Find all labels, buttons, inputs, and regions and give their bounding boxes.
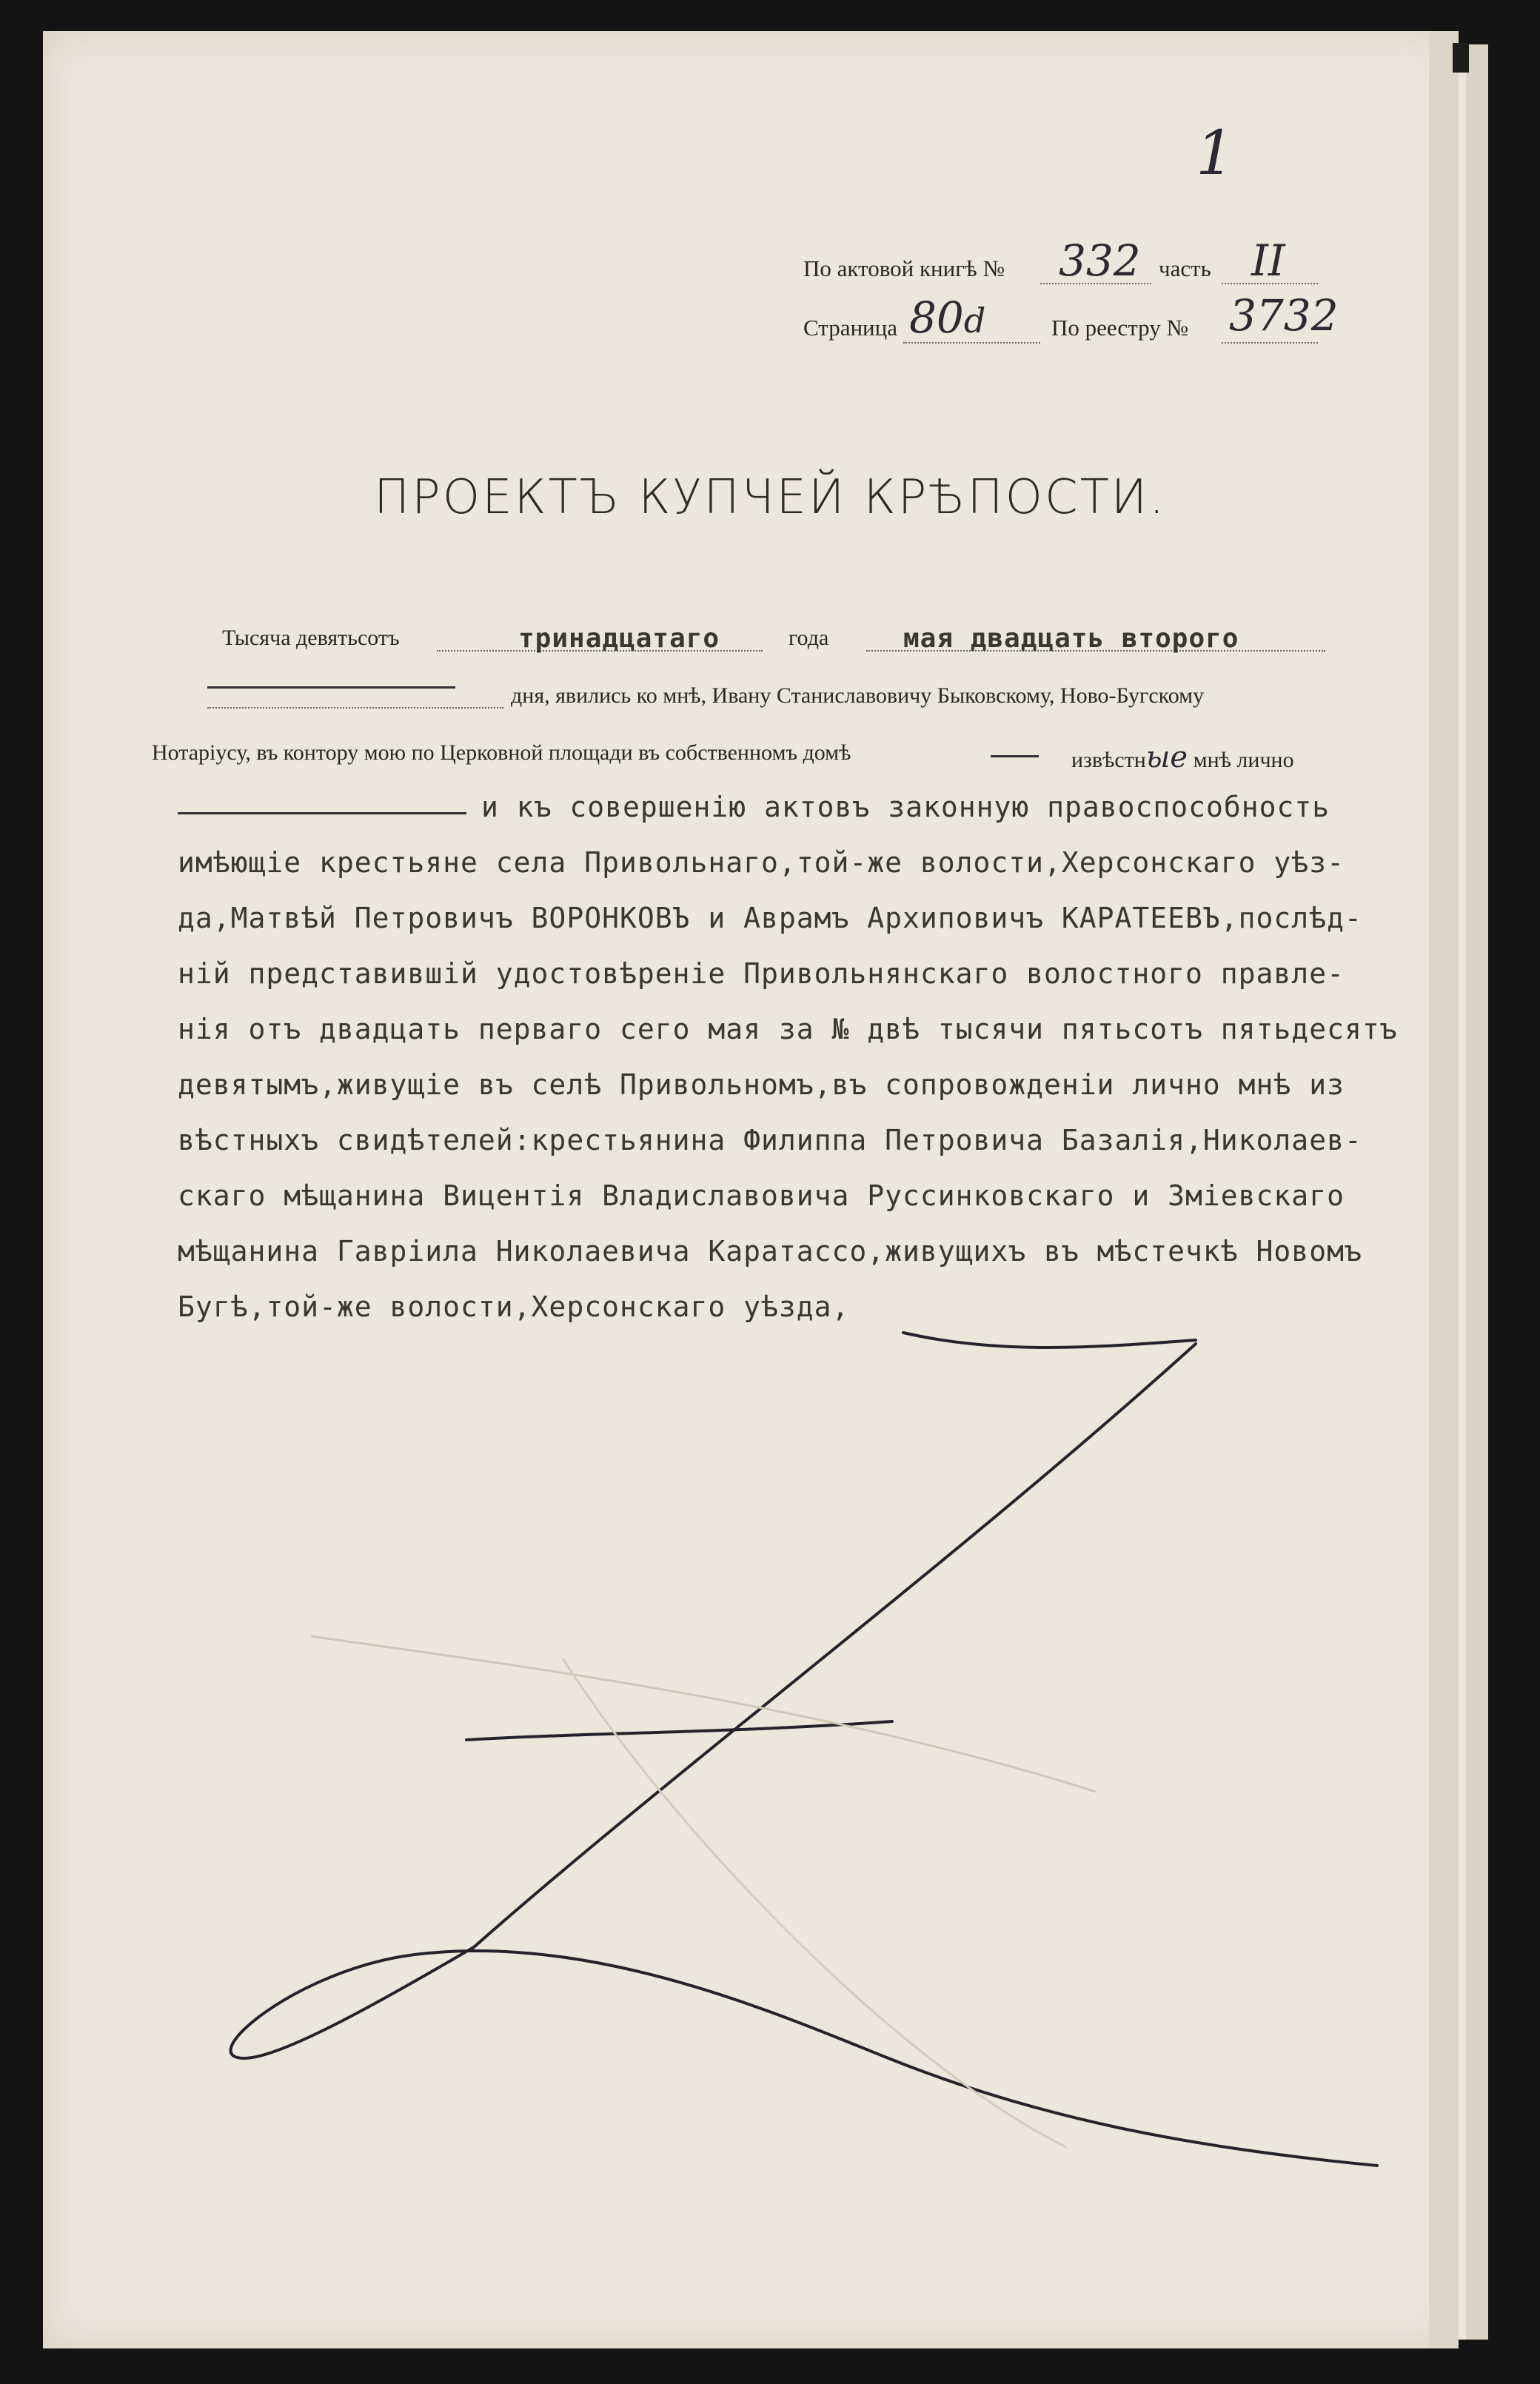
known-label: извѣстные мнѣ лично [1071,740,1294,774]
page-number: 1 [1196,118,1235,189]
body-line-8: скаго мѣщанина Вицентія Владиславовича Руссинковскаго и Зміевскаго [178,1179,1345,1212]
registry-number: 3732 [1229,290,1339,341]
body-line-9: мѣщанина Гавріила Николаевича Каратассо,живущихъ въ мѣстечкѣ Новомъ [178,1235,1362,1268]
faint-bleed-stroke [311,1636,1096,1792]
part-number: II [1251,235,1285,286]
part-label: часть [1159,255,1211,281]
body-line-1: и къ совершенію актовъ законную правоспособность [481,791,1330,823]
act-book-label: По актовой книгѣ № [803,255,1005,281]
year-value: тринадцатаго [518,623,720,654]
body-line-6: девятымъ,живущіе въ селѣ Привольномъ,въ сопровожденіи лично мнѣ из [178,1068,1345,1101]
page-value: 80d [909,292,986,343]
body-line-2: имѣющіе крестьяне села Привольнаго,той-же волости,Херсонскаго уѣз- [178,846,1345,879]
year-prefix: Тысяча девятьсотъ [222,626,400,650]
body-line-5: нія отъ двадцать перваго сего мая за № двѣ тысячи пятьсотъ пятьдесятъ [178,1013,1398,1045]
z-mark-cross-stroke [466,1721,892,1740]
z-mark-bottom-flourish [231,1947,1377,2166]
body-line-3: да,Матвѣй Петровичъ ВОРОНКОВЪ и Аврамъ Архиповичъ КАРАТЕЕВЪ,послѣд- [178,902,1362,934]
body-line-4: ній представившій удостовѣреніе Привольнянскаго волостного правле- [178,957,1345,990]
form-line-3: Нотаріусу, въ контору мою по Церковной площади въ собственномъ домѣ [152,740,851,765]
document-title: ПРОЕКТЪ КУПЧЕЙ КРѢПОСТИ. [374,470,1167,525]
registry-label: По реестру № [1051,315,1189,341]
z-mark-top-stroke [903,1333,1196,1347]
z-mark-diagonal-stroke [474,1344,1196,1947]
year-label: года [789,626,829,650]
page-label: Страница [803,315,897,341]
act-book-number: 332 [1059,235,1141,286]
body-line-7: вѣстныхъ свидѣтелей:крестьянина Филиппа Петровича Базалія,Николаев- [178,1124,1362,1156]
date-value: мая двадцать второго [903,623,1239,654]
form-line-2: дня, явились ко мнѣ, Ивану Станиславовичу Быковскому, Ново-Бугскому [511,683,1205,708]
body-line-10: Бугѣ,той-же волости,Херсонскаго уѣзда, [178,1290,850,1323]
